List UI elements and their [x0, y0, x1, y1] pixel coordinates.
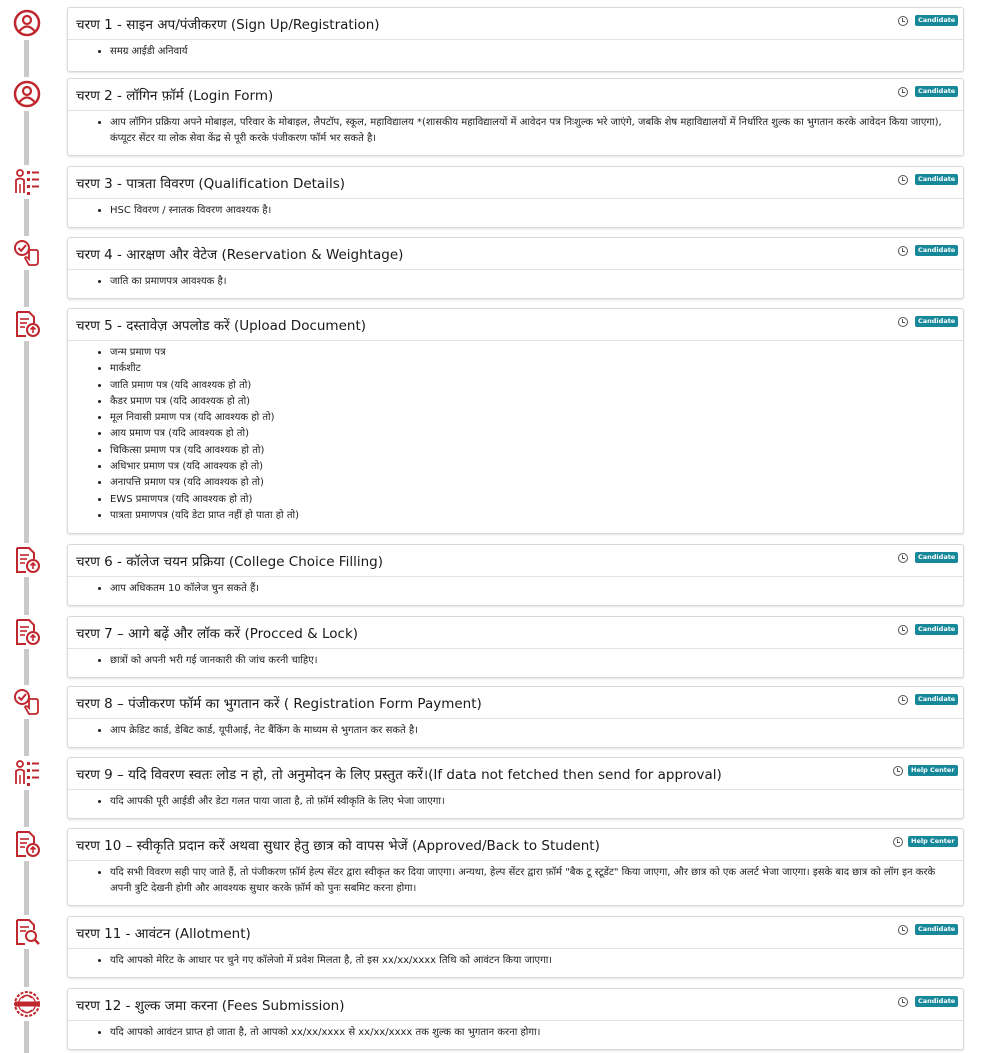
step-card — [67, 78, 964, 156]
clock-icon — [898, 16, 908, 26]
clock-icon — [898, 625, 908, 635]
list-item: • आप क्रेडिट कार्ड, डेबिट कार्ड, यूपीआई, नेट बैंकिंग के माध्यम से भुगतान कर सकते है। — [110, 723, 953, 739]
hand-check-icon — [10, 236, 44, 270]
step-card — [67, 308, 964, 534]
list-item: • समग्र आईडी अनिवार्य — [110, 44, 953, 60]
list-item: • आय प्रमाण पत्र (यदि आवश्यक हो तो) — [110, 426, 953, 442]
person-checklist-icon — [10, 756, 44, 790]
step-title: चरण 9 – यदि विवरण स्वतः लोड न हो, तो अनुमोदन के लिए प्रस्तुत करें।(If data not fetched then send for approval) — [76, 767, 722, 783]
list-item: • आप लॉगिन प्रक्रिया अपने मोबाइल, परिवार के मोबाइल, लैपटॉप, स्कूल, महाविद्यालय *(शासकीय महाविद्यालयों में आवेदन पत्र निःशुल्क भरे जाएंगे, जबकि शेष महाविद्यालयों में निर्धारित शुल्क का भुगतान करके आवेदन किया जाएगा), कंप्यूटर सेंटर या लोक सेवा केंद्र से पूरी करके पंजीकरण फॉर्म भर सकते है। — [110, 115, 953, 148]
step-card — [67, 7, 964, 72]
approved-stamp-icon — [10, 987, 44, 1021]
step-card — [67, 166, 964, 228]
list-item: • यदि सभी विवरण सही पाए जाते हैं, तो पंजीकरण फ़ॉर्म हेल्प सेंटर द्वारा स्वीकृत कर दिया जाएगा। अन्यथा, हेल्प सेंटर द्वारा फ़ॉर्म "बैक टू स्टूडेंट" किया जाएगा, और छात्र को एक अलर्ट भेजा जाएगा। इसके बाद छात्र को लॉग इन करके अपनी त्रुटि देखनी होगी और आवश्यक सुधार करके फ़ॉर्म को पुनः सबमिट करना होगा। — [110, 865, 953, 898]
document-upload-icon — [10, 827, 44, 861]
role-badge: Candidate — [915, 316, 958, 327]
step-card — [67, 757, 964, 819]
step-title: चरण 1 - साइन अप/पंजीकरण (Sign Up/Registration) — [76, 17, 380, 33]
step-card — [67, 916, 964, 978]
person-checklist-icon — [10, 165, 44, 199]
step-card — [67, 544, 964, 606]
step-title: चरण 4 - आरक्षण और वेटेज (Reservation & Weightage) — [76, 247, 404, 263]
step-card — [67, 616, 964, 678]
clock-icon — [898, 246, 908, 256]
step-title: चरण 2 - लॉगिन फ़ॉर्म (Login Form) — [76, 88, 274, 104]
step-title: चरण 11 - आवंटन (Allotment) — [76, 926, 251, 942]
step-card — [67, 988, 964, 1050]
clock-icon — [898, 553, 908, 563]
role-badge: Candidate — [915, 552, 958, 563]
document-upload-icon — [10, 307, 44, 341]
list-item: • EWS प्रमाणपत्र (यदि आवश्यक हो तो) — [110, 492, 953, 508]
role-badge: Help Center — [908, 836, 958, 847]
card-header — [68, 79, 963, 111]
role-badge: Candidate — [915, 924, 958, 935]
role-badge: Candidate — [915, 624, 958, 635]
card-header — [68, 989, 963, 1021]
list-item: • अनापत्ति प्रमाण पत्र (यदि आवश्यक हो तो) — [110, 475, 953, 491]
step-title: चरण 10 – स्वीकृति प्रदान करें अथवा सुधार हेतु छात्र को वापस भेजें (Approved/Back to Student) — [76, 838, 600, 854]
role-badge: Candidate — [915, 694, 958, 705]
card-header — [68, 167, 963, 199]
list-item: • जाति प्रमाण पत्र (यदि आवश्यक हो तो) — [110, 378, 953, 394]
card-header — [68, 8, 963, 40]
clock-icon — [898, 997, 908, 1007]
card-header — [68, 758, 963, 790]
step-title: चरण 8 – पंजीकरण फॉर्म का भुगतान करें ( Registration Form Payment) — [76, 696, 482, 712]
list-item: • मार्कशीट — [110, 361, 953, 377]
user-circle-icon — [10, 6, 44, 40]
role-badge: Help Center — [908, 765, 958, 776]
list-item: • जन्म प्रमाण पत्र — [110, 345, 953, 361]
list-item: • यदि आपको आवंटन प्राप्त हो जाता है, तो आपको xx/xx/xxxx से xx/xx/xxxx तक शुल्क का भुगतान करना होगा। — [110, 1025, 953, 1041]
step-card — [67, 686, 964, 748]
list-item: • अधिभार प्रमाण पत्र (यदि आवश्यक हो तो) — [110, 459, 953, 475]
list-item: • जाति का प्रमाणपत्र आवश्यक है। — [110, 274, 953, 290]
document-search-icon — [10, 915, 44, 949]
role-badge: Candidate — [915, 15, 958, 26]
list-item: • आप अधिकतम 10 कॉलेज चुन सकते हैं। — [110, 581, 953, 597]
list-item: • कैडर प्रमाण पत्र (यदि आवश्यक हो तो) — [110, 394, 953, 410]
step-title: चरण 6 - कॉलेज चयन प्रक्रिया (College Choice Filling) — [76, 554, 383, 570]
list-item: • HSC विवरण / स्नातक विवरण आवश्यक है। — [110, 203, 953, 219]
list-item: • चिकित्सा प्रमाण पत्र (यदि आवश्यक हो तो) — [110, 443, 953, 459]
card-header — [68, 617, 963, 649]
clock-icon — [898, 175, 908, 185]
step-title: चरण 3 - पात्रता विवरण (Qualification Details) — [76, 176, 346, 192]
clock-icon — [893, 837, 903, 847]
role-badge: Candidate — [915, 996, 958, 1007]
role-badge: Candidate — [915, 86, 958, 97]
hand-check-icon — [10, 685, 44, 719]
document-upload-icon — [10, 543, 44, 577]
card-header — [68, 545, 963, 577]
step-title: चरण 5 - दस्तावेज़ अपलोड करें (Upload Document) — [76, 318, 367, 334]
card-header — [68, 309, 963, 341]
list-item: • यदि आपकी पूरी आईडी और डेटा गलत पाया जाता है, तो फ़ॉर्म स्वीकृति के लिए भेजा जाएगा। — [110, 794, 953, 810]
clock-icon — [898, 87, 908, 97]
card-header — [68, 687, 963, 719]
clock-icon — [898, 695, 908, 705]
card-header — [68, 238, 963, 270]
clock-icon — [893, 766, 903, 776]
clock-icon — [898, 317, 908, 327]
list-item: • यदि आपको मेरिट के आधार पर चुने गए कॉलेजो में प्रवेश मिलता है, तो इस xx/xx/xxxx तिथि को आवंटन किया जाएगा। — [110, 953, 953, 969]
card-header — [68, 829, 963, 861]
step-title: चरण 12 - शुल्क जमा करना (Fees Submission) — [76, 998, 345, 1014]
step-card — [67, 828, 964, 906]
role-badge: Candidate — [915, 174, 958, 185]
card-header — [68, 917, 963, 949]
list-item: • छात्रों को अपनी भरी गई जानकारी की जांच करनी चाहिए। — [110, 653, 953, 669]
role-badge: Candidate — [915, 245, 958, 256]
clock-icon — [898, 925, 908, 935]
user-circle-icon — [10, 77, 44, 111]
list-item: • मूल निवासी प्रमाण पत्र (यदि आवश्यक हो तो) — [110, 410, 953, 426]
document-upload-icon — [10, 615, 44, 649]
step-title: चरण 7 – आगे बढ़ें और लॉक करें (Procced & Lock) — [76, 626, 359, 642]
list-item: • पात्रता प्रमाणपत्र (यदि डेटा प्राप्त नहीं हो पाता हो तो) — [110, 508, 953, 524]
step-card — [67, 237, 964, 299]
